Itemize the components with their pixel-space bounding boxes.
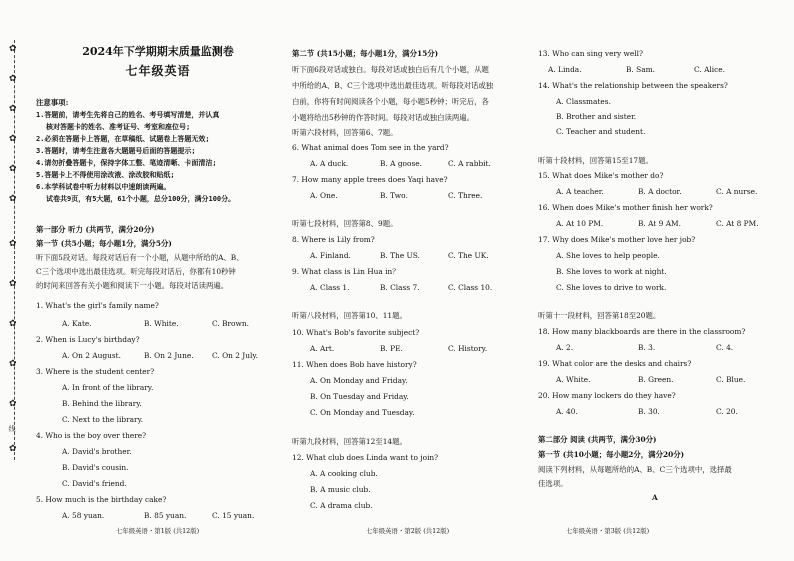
option: B. 85 yuan. [144,511,187,520]
question-2: 2. When is Lucy's birthday? [36,335,140,344]
question-4: 4. Who is the boy over there? [36,431,147,440]
option: C. Three. [448,191,483,200]
note-line: 3.答题时，请考生注意各大题题号后面的答题提示; [36,147,196,155]
note-line: 2.必须在答题卡上答题，在草稿纸、试题卷上答题无效; [36,135,210,143]
part-heading: 第二部分 阅读 (共两节，满分30分) [538,435,657,444]
option: A. On Monday and Friday. [310,376,408,385]
option: A. 2. [556,343,574,352]
option: B. Brother and sister. [556,112,637,121]
question-17: 17. Why does Mike's mother love her job? [538,235,696,244]
option: A. In front of the library. [62,383,154,392]
option: C. A rabbit. [448,159,491,168]
option: C. A drama club. [310,501,373,510]
exam-title: 2024年下学期期末质量监测卷 [82,45,234,58]
star-icon: ✿ [9,164,17,174]
part-heading: 第一部分 听力 (共两节，满分20分) [36,225,155,234]
option: A. At 10 PM. [556,219,604,228]
option: C. Brown. [212,319,249,328]
option: C. Class 10. [448,283,493,292]
option: C. David's friend. [62,479,127,488]
section-heading: 第一节 (共5小题；每小题1分，满分5分) [36,239,172,248]
option: C. History. [448,344,488,353]
section-heading: 第二节 (共15小题；每小题1分，满分15分) [292,49,439,58]
instruction-line: 听下面6段对话或独白。每段对话或独白后有几个小题，从题 [292,65,489,74]
exam-subtitle: 七年级英语 [125,64,191,78]
passage-label: A [652,493,658,502]
star-icon: ✿ [9,194,17,204]
question-7: 7. How many apple trees does Yaqi have? [292,175,448,184]
question-8: 8. Where is Lily from? [292,235,375,244]
material-heading: 听第九段材料，回答第12至14题。 [292,437,407,446]
instruction-line: 中所给的A、B、C三个选项中选出最佳选项。听每段对话或独 [292,81,494,90]
option: B. On Tuesday and Friday. [310,392,409,401]
question-10: 10. What's Bob's favorite subject? [292,328,420,337]
instruction-line: C三个选项中选出最佳选项。听完每段对话后，你都有10秒钟 [36,267,236,276]
option: B. David's cousin. [62,463,129,472]
question-20: 20. How many lockers do they have? [538,391,676,400]
material-heading: 听第六段材料，回答第6、7题。 [292,128,398,137]
page-footer: 七年级英语・第2版 (共12版) [366,527,450,535]
binding-line [14,40,15,460]
option: A. On 2 August. [62,351,121,360]
star-icon: ✿ [9,44,17,54]
question-13: 13. Who can sing very well? [538,49,643,58]
material-heading: 听第八段材料，回答第10、11题。 [292,311,407,320]
option: B. The US. [380,251,420,260]
instruction-line: 阅读下列材料，从每题所给的A、B、C三个选项中，选择最 [538,465,732,474]
option: C. 15 yuan. [212,511,255,520]
option: B. Behind the library. [62,399,142,408]
question-15: 15. What does Mike's mother do? [538,171,664,180]
instruction-line: 听下面5段对话。每段对话后有一个小题，从题中所给的A、B、 [36,253,244,262]
material-heading: 听第七段材料，回答第8、9题。 [292,219,398,228]
option: C. Next to the library. [62,415,144,424]
option: C. Teacher and student. [556,127,646,136]
page-1 [36,0,280,561]
question-1: 1. What's the girl's family name? [36,301,159,310]
option: C. The UK. [448,251,489,260]
option: B. A music club. [310,485,371,494]
option: C. 20. [716,407,738,416]
note-line: 6.本学科试卷中听力材料以中速朗读两遍。 [36,183,171,191]
question-18: 18. How many blackboards are there in the classroom? [538,327,746,336]
option: B. 30. [638,407,660,416]
option: A. Finland. [310,251,351,260]
option: C. A nurse. [716,187,758,196]
star-icon: ✿ [9,444,17,454]
page-footer: 七年级英语・第1版 (共12版) [116,527,200,535]
option: B. A doctor. [638,187,682,196]
notes-title: 注意事项: [36,98,69,107]
star-icon: ✿ [9,399,17,409]
instruction-line: 白前，你将有时间阅读各个小题，每小题5秒钟；听完后，各 [292,97,489,106]
option: A. A teacher. [556,187,604,196]
option: C. Alice. [694,65,726,74]
section-heading: 第一节 (共10小题；每小题2分，满分20分) [538,450,685,459]
star-icon: ✿ [9,279,17,289]
option: B. 3. [638,343,656,352]
option: A. Linda. [548,65,582,74]
option: C. On Monday and Tuesday. [310,408,415,417]
star-icon: ✿ [9,239,17,249]
option: B. Class 7. [380,283,420,292]
option: A. David's brother. [62,447,132,456]
material-heading: 听第十段材料，回答第15至17题。 [538,156,653,165]
option: A. She loves to help people. [556,251,660,260]
star-icon: ✿ [9,104,17,114]
option: C. 4. [716,343,734,352]
note-line: 核对答题卡的姓名、准考证号、考室和座位号; [46,123,191,131]
option: A. A cooking club. [310,469,378,478]
option: B. White. [144,319,179,328]
option: B. Sam. [626,65,655,74]
question-5: 5. How much is the birthday cake? [36,495,167,504]
option: C. On 2 July. [212,351,258,360]
option: A. One. [310,191,338,200]
option: B. A goose. [380,159,422,168]
option: A. Class 1. [310,283,350,292]
page-3 [538,0,778,561]
option: C. At 8 PM. [716,219,759,228]
option: A. Classmates. [556,97,611,106]
question-14: 14. What's the relationship between the speakers? [538,81,728,90]
option: C. Blue. [716,375,746,384]
star-icon: ✿ [9,319,17,329]
question-9: 9. What class is Lin Hua in？ [292,267,400,276]
page-footer: 七年级英语・第3版 (共12版) [566,527,650,535]
option: B. On 2 June. [144,351,194,360]
binding-margin [0,0,30,561]
option: B. At 9 AM. [638,219,681,228]
question-6: 6. What animal does Tom see in the yard? [292,143,449,152]
note-line: 5.答题卡上不得使用涂改液、涂改胶和贴纸; [36,171,175,179]
option: B. PE. [380,344,403,353]
option: A. A duck. [310,159,349,168]
star-icon: ✿ [9,74,17,84]
note-line: 4.请勿折叠答题卡，保持字体工整、笔迹清晰、卡面清洁; [36,159,217,167]
option: A. Art. [310,344,335,353]
note-line: 1.答题前，请考生先将自己的姓名、考号填写清楚，并认真 [36,111,220,119]
material-heading: 听第十一段材料，回答第18至20题。 [538,311,661,320]
option: B. She loves to work at night. [556,267,667,276]
star-icon: ✿ [9,134,17,144]
option: B. Green. [638,375,674,384]
option: A. 40. [556,407,578,416]
note-line: 试卷共9页，有5大题，61个小题，总分100分，满分100分。 [46,195,236,203]
question-11: 11. When does Bob have history? [292,360,417,369]
star-icon: ✿ [9,359,17,369]
option: A. White. [556,375,591,384]
instruction-line: 的时间来回答有关小题和阅读下一小题。每段对话读两遍。 [36,281,229,290]
instruction-line: 小题将给出5秒钟的作答时间。每段对话或独白读两遍。 [292,113,475,122]
option: C. She loves to drive to work. [556,283,667,292]
option: B. Two. [380,191,408,200]
question-16: 16. When does Mike's mother finish her work? [538,203,713,212]
question-19: 19. What color are the desks and chairs? [538,359,692,368]
question-12: 12. What club does Linda want to join? [292,453,439,462]
page-2 [292,0,528,561]
question-3: 3. Where is the student center? [36,367,155,376]
option: A. 58 yuan. [62,511,105,520]
binding-label: 线 [8,425,16,432]
instruction-line: 佳选项。 [538,479,568,488]
option: A. Kate. [62,319,92,328]
